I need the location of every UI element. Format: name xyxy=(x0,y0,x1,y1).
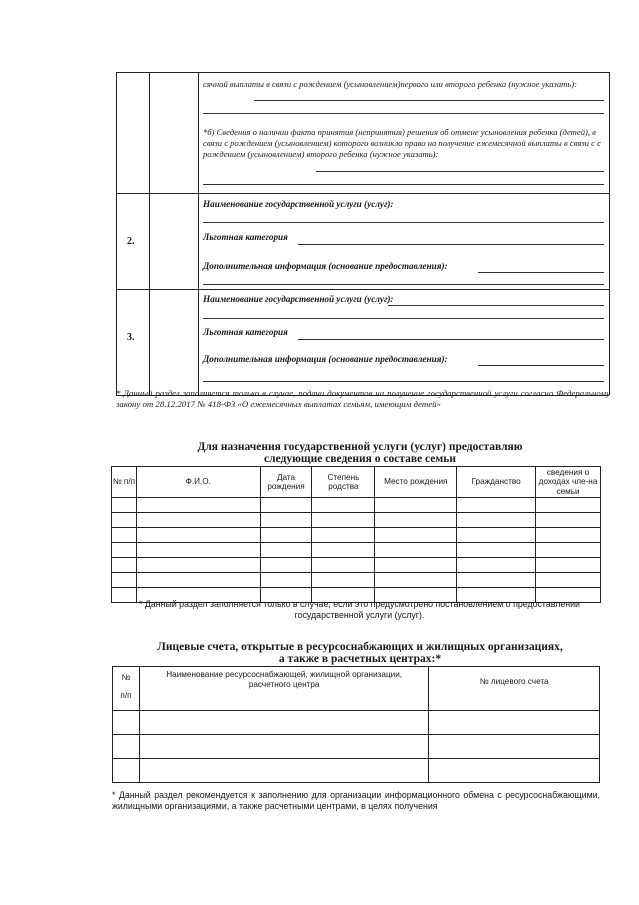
additional-info-label: Дополнительная информация (основание предоставления): xyxy=(203,354,448,364)
table-row[interactable] xyxy=(112,573,601,588)
family-table xyxy=(111,466,601,603)
fill-line xyxy=(203,284,604,285)
continuation-text: сячной выплаты в связи с рождением (усыновлением)первого или второго ребенка (нужное указать): xyxy=(203,79,577,89)
accounts-title-line-2: а также в расчетных центрах:* xyxy=(278,653,442,665)
row-number: 2. xyxy=(127,236,135,247)
additional-info-label: Дополнительная информация (основание предоставления): xyxy=(203,261,448,271)
fill-line xyxy=(254,100,604,101)
table-row[interactable] xyxy=(112,513,601,528)
fill-line xyxy=(203,318,604,319)
accounts-section-title xyxy=(110,641,610,665)
service-name-field[interactable] xyxy=(388,305,604,306)
adoption-decision-text: *б) Сведения о наличии факта принятия (непринятия) решения об отмене усыновления ребенка (детей), в связи с рождением (усыновлением) которого возникло право на получение ежемесячной выплаты в связи с с рождением (усыновлением) второго ребенка (нужное указать): xyxy=(203,127,601,159)
top-table-right-border xyxy=(609,72,610,395)
col-account-number: № лицевого счета xyxy=(429,667,600,711)
col-birth-place: Место рождения xyxy=(375,467,457,498)
accounts-footnote: * Данный раздел рекомендуется к заполнению для организации информационного обмена с ресурсоснабжающими, жилищными организациями, а также расчетными центрами, в целях получения xyxy=(112,790,600,811)
family-title-line-2: следующие сведения о составе семьи xyxy=(264,453,456,465)
col-number-line-2: п/п xyxy=(120,691,132,700)
family-section-title xyxy=(110,441,610,465)
top-footnote: * Данный раздел заполняется только в случае, подачи документов на получение государственной услуги согласно Федеральному закону от 28.12.2017 № 418-ФЗ «О ежемесячных выплатах семьям, имеющим детей» xyxy=(116,388,610,409)
table-row[interactable] xyxy=(112,528,601,543)
service-name-label: Наименование государственной услуги (услуг): xyxy=(203,294,394,304)
table-row[interactable] xyxy=(113,759,600,783)
top-table-top-border xyxy=(116,72,609,73)
accounts-title-line-1: Лицевые счета, открытые в ресурсоснабжающих и жилищных организациях, xyxy=(157,641,563,653)
col-relationship: Степень родства xyxy=(312,467,375,498)
col-organization: Наименование ресурсоснабжающей, жилищной организации, расчетного центра xyxy=(139,667,428,711)
benefit-category-field[interactable] xyxy=(298,244,604,245)
benefit-category-label: Льготная категория xyxy=(203,232,288,242)
accounts-table-header xyxy=(113,667,600,711)
fill-line xyxy=(203,113,604,114)
family-title-line-1: Для назначения государственной услуги (услуг) предоставляю xyxy=(197,441,523,453)
table-row[interactable] xyxy=(112,543,601,558)
table-row[interactable] xyxy=(113,735,600,759)
row-number: 3. xyxy=(127,332,135,343)
additional-info-field[interactable] xyxy=(478,365,604,366)
family-table-header xyxy=(112,467,601,498)
col-number: № п/п xyxy=(112,467,137,498)
table-row[interactable] xyxy=(113,711,600,735)
col-number xyxy=(113,667,140,711)
top-table-row-divider xyxy=(116,193,609,194)
service-name-field[interactable] xyxy=(203,222,604,223)
top-table-left-border xyxy=(116,72,117,395)
col-number-line-1: № xyxy=(121,673,131,682)
fill-line xyxy=(203,184,604,185)
benefit-category-field[interactable] xyxy=(298,339,604,340)
fill-line xyxy=(316,171,604,172)
table-row[interactable] xyxy=(112,498,601,513)
fill-line xyxy=(203,381,604,382)
family-footnote: * Данный раздел заполняется только в случае, если это предусмотрено постановлением о предоставлении государственной услуги (услуг). xyxy=(139,599,580,620)
service-name-label: Наименование государственной услуги (услуг): xyxy=(203,199,394,209)
top-table-row-divider xyxy=(116,289,609,290)
col-birth-date: Дата рождения xyxy=(260,467,312,498)
accounts-table xyxy=(112,666,600,783)
top-table-col-divider xyxy=(149,72,150,395)
col-full-name: Ф.И.О. xyxy=(136,467,260,498)
table-row[interactable] xyxy=(112,558,601,573)
additional-info-field[interactable] xyxy=(478,272,604,273)
top-table-col-divider-2 xyxy=(198,72,199,395)
col-income: сведения о доходах чле-на семьи xyxy=(536,467,601,498)
col-citizenship: Гражданство xyxy=(457,467,536,498)
benefit-category-label: Льготная категория xyxy=(203,327,288,337)
